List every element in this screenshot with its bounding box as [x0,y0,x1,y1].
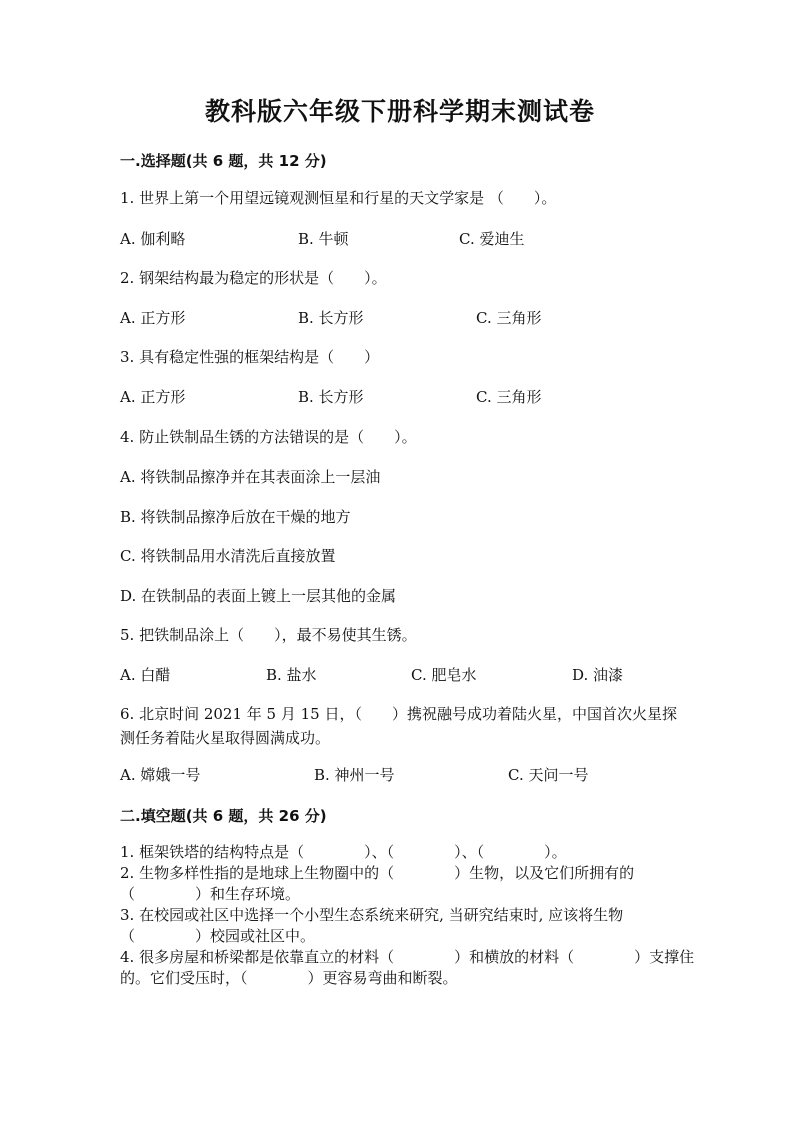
q3-option-c: C. 三角形 [476,388,542,406]
q1-option-b: B. 牛顿 [298,230,349,248]
question-2: 2. 钢架结构最为稳定的形状是（ ）。 [120,269,387,287]
q1-option-a: A. 伽利略 [120,230,186,248]
question-6: 6. 北京时间 2021 年 5 月 15 日，（ ）携祝融号成功着陆火星，中国首次火星探测任务着陆火星取得圆满成功。 [120,705,677,747]
fill-question-4: 4. 很多房屋和桥梁都是依靠直立的材料（ ）和横放的材料（ ）支撑住的。它们受压时，（ ）更容易弯曲和断裂。 [120,948,695,987]
section-heading-fill: 二.填空题(共 6 题，共 26 分) [120,807,327,825]
fill-question-1: 1. 框架铁塔的结构特点是（ ）、（ ）、（ ）。 [120,843,567,861]
q5-option-c: C. 肥皂水 [411,666,477,684]
fill-question-3: 3. 在校园或社区中选择一个小型生态系统来研究, 当研究结束时, 应该将生物（ ）校园或社区中。 [120,906,624,945]
q2-option-a: A. 正方形 [120,309,186,327]
q1-option-c: C. 爱迪生 [459,230,525,248]
q3-option-a: A. 正方形 [120,388,186,406]
q6-option-a: A. 嫦娥一号 [120,766,201,784]
q2-option-b: B. 长方形 [298,309,364,327]
q6-option-b: B. 神州一号 [314,766,395,784]
exam-title: 教科版六年级下册科学期末测试卷 [204,97,595,126]
q5-option-a: A. 白醋 [120,666,171,684]
q5-option-d: D. 油漆 [572,666,624,684]
q4-option-c: C. 将铁制品用水清洗后直接放置 [120,547,336,565]
q4-option-b: B. 将铁制品擦净后放在干燥的地方 [120,508,351,526]
q3-option-b: B. 长方形 [298,388,364,406]
section-heading-choice: 一.选择题(共 6 题，共 12 分) [120,152,327,170]
question-4: 4. 防止铁制品生锈的方法错误的是（ ）。 [120,428,417,446]
q5-option-b: B. 盐水 [266,666,317,684]
question-3: 3. 具有稳定性强的框架结构是（ ） [120,348,380,366]
q4-option-d: D. 在铁制品的表面上镀上一层其他的金属 [120,587,397,605]
question-1: 1. 世界上第一个用望远镜观测恒星和行星的天文学家是 （ ）。 [120,189,557,207]
q2-option-c: C. 三角形 [476,309,542,327]
question-5: 5. 把铁制品涂上（ ），最不易使其生锈。 [120,626,417,644]
q6-option-c: C. 天问一号 [508,766,589,784]
q4-option-a: A. 将铁制品擦净并在其表面涂上一层油 [120,468,381,486]
fill-question-2: 2. 生物多样性指的是地球上生物圈中的（ ）生物，以及它们所拥有的（ ）和生存环境。 [120,864,635,903]
